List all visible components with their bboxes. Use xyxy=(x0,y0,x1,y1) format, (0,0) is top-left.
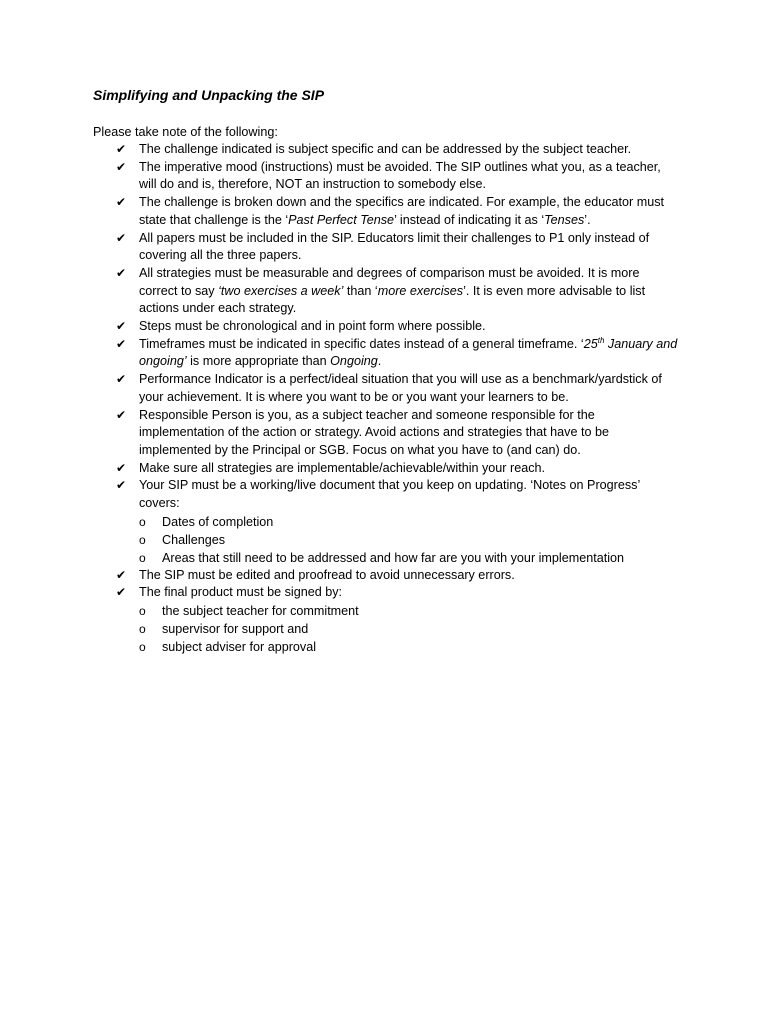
document-title: Simplifying and Unpacking the SIP xyxy=(93,87,325,103)
list-item-text: Steps must be chronological and in point form where possible. xyxy=(139,319,486,334)
list-item-text: The imperative mood (instructions) must be avoided. The SIP outlines what you, as a teacher, will do and is, therefore, NOT an instruction to somebody else. xyxy=(139,159,661,192)
list-item xyxy=(93,567,678,585)
list-item-text: Responsible Person is you, as a subject teacher and someone responsible for the implementation of the action or strategy. Avoid actions and strategies that have to be implemented by the Principal or SGB. Focus on what you have to (and can) do. xyxy=(139,407,609,457)
list-item-text: Timeframes must be indicated in specific dates instead of a general timeframe. ‘25th January and ongoing’ is more appropriate than Ongoing. xyxy=(139,335,678,369)
circle-bullet-icon: o xyxy=(139,532,146,547)
sub-list-item: o supervisor for support and xyxy=(139,622,309,637)
list-item-text: Make sure all strategies are implementable/achievable/within your reach. xyxy=(139,460,546,475)
circle-bullet-icon: o xyxy=(139,514,146,529)
sub-list xyxy=(139,602,678,656)
list-item-text: Performance Indicator is a perfect/ideal situation that you will use as a benchmark/yardstick of your achievement. It is where you want to be or you want your learners to be. xyxy=(139,372,662,404)
list-item xyxy=(93,194,678,229)
checkmark-icon: ✔ xyxy=(116,478,127,493)
list-item-text: The final product must be signed by: xyxy=(139,585,343,600)
intro-text: Please take note of the following: xyxy=(93,125,278,139)
checkmark-icon: ✔ xyxy=(116,230,127,245)
checklist xyxy=(93,141,678,656)
list-item xyxy=(93,141,678,159)
checkmark-icon: ✔ xyxy=(116,372,127,387)
list-item-text: The challenge is broken down and the specifics are indicated. For example, the educator must state that challenge is the ‘Past Perfect Tense’ instead of indicating it as ‘Tenses’. xyxy=(139,195,665,227)
circle-bullet-icon: o xyxy=(139,550,146,565)
list-item xyxy=(93,371,678,406)
list-item xyxy=(93,318,678,336)
circle-bullet-icon: o xyxy=(139,640,146,655)
list-item xyxy=(93,336,678,371)
document-page xyxy=(93,84,678,656)
emphasis-text: Tenses xyxy=(544,212,585,227)
list-item xyxy=(93,407,678,460)
sub-list-item: o Dates of completion xyxy=(139,514,274,529)
circle-bullet-icon: o xyxy=(139,622,146,637)
checkmark-icon: ✔ xyxy=(116,407,127,422)
sub-list-item: o subject adviser for approval xyxy=(139,640,317,655)
list-item xyxy=(93,584,678,656)
circle-bullet-icon: o xyxy=(139,604,146,619)
list-item xyxy=(93,477,678,566)
sub-list-item: o Challenges xyxy=(139,532,226,547)
list-item xyxy=(93,230,678,265)
list-item xyxy=(93,460,678,478)
checkmark-icon: ✔ xyxy=(116,567,127,582)
checkmark-icon: ✔ xyxy=(116,195,127,210)
checkmark-icon: ✔ xyxy=(116,336,127,351)
list-item-text: The SIP must be edited and proofread to avoid unnecessary errors. xyxy=(139,567,515,582)
list-item xyxy=(93,265,678,318)
emphasis-text: Ongoing xyxy=(330,354,378,369)
sub-list-item: o Areas that still need to be addressed and how far are you with your implementation xyxy=(139,550,625,565)
checkmark-icon: ✔ xyxy=(116,142,127,156)
checkmark-icon: ✔ xyxy=(116,319,127,334)
sub-list xyxy=(139,513,678,567)
checkmark-icon: ✔ xyxy=(116,265,127,280)
list-item-text: Your SIP must be a working/live document that you keep on updating. ‘Notes on Progress’ covers: xyxy=(139,478,640,511)
checkmark-icon: ✔ xyxy=(116,585,127,600)
emphasis-text: Past Perfect Tense xyxy=(288,212,395,227)
emphasis-text: more exercises xyxy=(377,283,464,298)
list-item xyxy=(93,159,678,194)
emphasis-text: ‘two exercises a week’ xyxy=(218,283,344,298)
list-item-text: All papers must be included in the SIP. Educators limit their challenges to P1 only instead of covering all the three papers. xyxy=(139,230,650,263)
checkmark-icon: ✔ xyxy=(116,159,127,174)
sub-list-item: o the subject teacher for commitment xyxy=(139,604,359,619)
list-item-text: All strategies must be measurable and degrees of comparison must be avoided. It is more correct to say ‘two exercises a week’ than ‘more exercises’. It is even more advisable to list actions under each strategy. xyxy=(139,265,646,316)
emphasis-text: 25th January and ongoing’ xyxy=(139,335,678,369)
list-item-text: The challenge indicated is subject specific and can be addressed by the subject teacher. xyxy=(139,142,632,156)
checkmark-icon: ✔ xyxy=(116,460,127,475)
